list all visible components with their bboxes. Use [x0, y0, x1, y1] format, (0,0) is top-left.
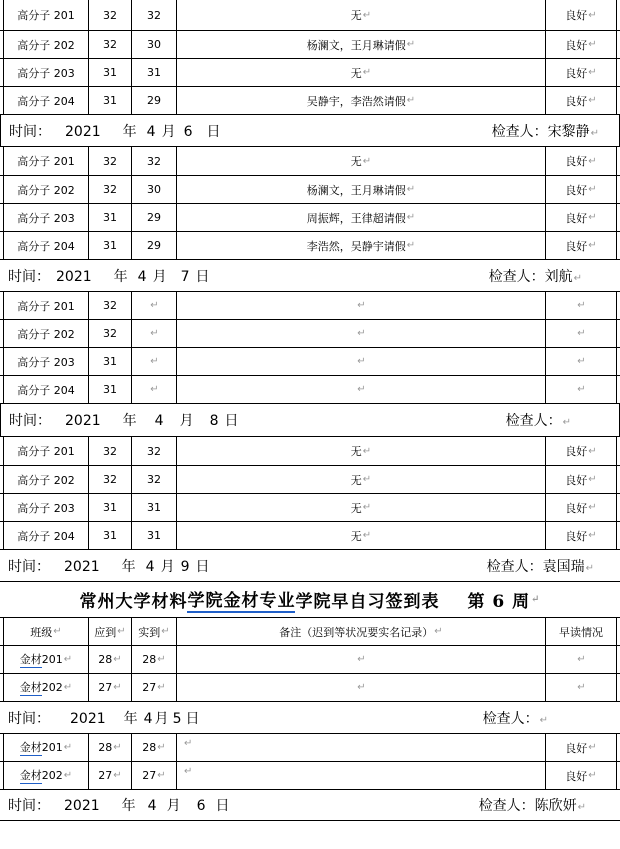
- due-cell: 28 ↵: [88, 734, 131, 761]
- note-cell: 无 ↵: [176, 437, 545, 465]
- present-cell: ↵: [131, 348, 176, 375]
- class-cell: 高分子 201: [3, 437, 88, 465]
- present-cell: 28 ↵: [131, 734, 176, 761]
- note-cell: 杨澜文，王月琳请假 ↵: [176, 176, 545, 203]
- eval-cell: 良好 ↵: [545, 204, 617, 231]
- class-cell: 高分子 202: [3, 176, 88, 203]
- time-bar: [0, 789, 620, 821]
- eval-cell: 良好 ↵: [545, 176, 617, 203]
- note-cell: 周振辉，王律超请假 ↵: [176, 204, 545, 231]
- time-bar: [0, 701, 620, 733]
- date-line: 时间： 2021 年 4 月 7 日: [8, 268, 210, 285]
- eval-cell: 良好 ↵: [545, 522, 617, 549]
- table-row: [0, 437, 620, 465]
- time-bar: [0, 403, 620, 437]
- date-line: 时间： 2021 年 4 月 5 日: [8, 710, 200, 727]
- note-cell: ↵: [176, 734, 545, 761]
- class-cell: 高分子 202: [3, 466, 88, 493]
- class-cell: 高分子 203: [3, 348, 88, 375]
- note-cell: ↵: [176, 762, 545, 789]
- due-cell: 32: [88, 466, 131, 493]
- present-cell: 27 ↵: [131, 762, 176, 789]
- present-cell: 29: [131, 204, 176, 231]
- inspector-line: 检查人：刘航↵: [488, 268, 582, 285]
- due-cell: 28 ↵: [88, 646, 131, 673]
- present-cell: 27 ↵: [131, 674, 176, 701]
- due-cell: 31: [88, 348, 131, 375]
- present-cell: 31: [131, 59, 176, 86]
- present-cell: 29: [131, 232, 176, 259]
- date-line: 时间： 2021 年 4 月 9 日: [8, 558, 210, 575]
- eval-cell: ↵: [545, 348, 617, 375]
- note-cell: 吴静宇，李浩然请假 ↵: [176, 87, 545, 114]
- due-cell: 31: [88, 376, 131, 403]
- present-cell: 32: [131, 147, 176, 175]
- eval-cell: 良好 ↵: [545, 232, 617, 259]
- class-cell: 高分子 203: [3, 494, 88, 521]
- eval-cell: 良好 ↵: [545, 87, 617, 114]
- header-eval: 早读情况: [545, 618, 617, 645]
- inspector-line: 检查人：↵: [482, 710, 548, 727]
- note-cell: ↵: [176, 646, 545, 673]
- due-cell: 32: [88, 176, 131, 203]
- class-cell: 金材 202 ↵: [3, 674, 88, 701]
- note-cell: 无 ↵: [176, 59, 545, 86]
- table-row: [0, 231, 620, 259]
- present-cell: 32: [131, 466, 176, 493]
- due-cell: 31: [88, 494, 131, 521]
- eval-cell: 良好 ↵: [545, 494, 617, 521]
- due-cell: 27 ↵: [88, 762, 131, 789]
- note-cell: 李浩然，吴静宇请假 ↵: [176, 232, 545, 259]
- header-class: 班级 ↵: [3, 618, 88, 645]
- class-cell: 高分子 204: [3, 87, 88, 114]
- table-row: [0, 493, 620, 521]
- eval-cell: 良好 ↵: [545, 31, 617, 58]
- date-line: 时间： 2021 年 4 月 6 日: [8, 798, 230, 814]
- class-cell: 高分子 202: [3, 320, 88, 347]
- present-cell: 32: [131, 437, 176, 465]
- eval-cell: ↵: [545, 646, 617, 673]
- present-cell: 28 ↵: [131, 646, 176, 673]
- inspector-line: 检查人：↵: [505, 413, 571, 429]
- eval-cell: 良好 ↵: [545, 466, 617, 493]
- due-cell: 31: [88, 59, 131, 86]
- eval-cell: ↵: [545, 674, 617, 701]
- table-row: [0, 147, 620, 175]
- table-row: [0, 347, 620, 375]
- page-title: 常州大学材料 学院金材专业 学院早自习签到表 第 6 周 ↵: [0, 581, 620, 617]
- table-header-row: [0, 617, 620, 645]
- table-row: [0, 319, 620, 347]
- note-cell: 无 ↵: [176, 0, 545, 30]
- class-cell: 高分子 201: [3, 0, 88, 30]
- class-cell: 金材 202 ↵: [3, 762, 88, 789]
- present-cell: ↵: [131, 292, 176, 319]
- header-note: 备注（迟到等状况要实名记录） ↵: [176, 618, 545, 645]
- class-cell: 高分子 204: [3, 376, 88, 403]
- table-row: [0, 521, 620, 549]
- table-row: [0, 375, 620, 403]
- class-cell: 金材 201 ↵: [3, 646, 88, 673]
- eval-cell: ↵: [545, 292, 617, 319]
- table-row: [0, 58, 620, 86]
- inspector-line: 检查人：陈欣妍↵: [478, 798, 586, 814]
- present-cell: 31: [131, 494, 176, 521]
- class-cell: 高分子 204: [3, 522, 88, 549]
- header-present: 实到 ↵: [131, 618, 176, 645]
- due-cell: 31: [88, 87, 131, 114]
- eval-cell: 良好 ↵: [545, 0, 617, 30]
- table-row: [0, 733, 620, 761]
- class-cell: 高分子 201: [3, 292, 88, 319]
- eval-cell: 良好 ↵: [545, 147, 617, 175]
- inspector-line: 检查人：宋黎静↵: [491, 123, 599, 140]
- class-cell: 高分子 201: [3, 147, 88, 175]
- date-line: 时间： 2021 年 4 月 6 日: [9, 123, 221, 140]
- present-cell: 31: [131, 522, 176, 549]
- class-cell: 高分子 203: [3, 204, 88, 231]
- note-cell: 杨澜文，王月琳请假 ↵: [176, 31, 545, 58]
- time-bar: [0, 549, 620, 581]
- inspector-line: 检查人：袁国瑞↵: [486, 558, 594, 575]
- note-cell: ↵: [176, 320, 545, 347]
- due-cell: 27 ↵: [88, 674, 131, 701]
- table-row: [0, 0, 620, 30]
- note-cell: 无 ↵: [176, 466, 545, 493]
- present-cell: ↵: [131, 320, 176, 347]
- class-cell: 高分子 202: [3, 31, 88, 58]
- present-cell: 32: [131, 0, 176, 30]
- due-cell: 32: [88, 320, 131, 347]
- note-cell: 无 ↵: [176, 494, 545, 521]
- class-cell: 高分子 204: [3, 232, 88, 259]
- eval-cell: 良好 ↵: [545, 59, 617, 86]
- due-cell: 32: [88, 292, 131, 319]
- note-cell: 无 ↵: [176, 147, 545, 175]
- class-cell: 金材 201 ↵: [3, 734, 88, 761]
- present-cell: 30: [131, 176, 176, 203]
- table-row: [0, 175, 620, 203]
- time-bar: [0, 259, 620, 291]
- table-row: [0, 203, 620, 231]
- eval-cell: 良好 ↵: [545, 762, 617, 789]
- table-row: [0, 673, 620, 701]
- table-row: [0, 30, 620, 58]
- table-row: [0, 465, 620, 493]
- note-cell: 无 ↵: [176, 522, 545, 549]
- due-cell: 32: [88, 147, 131, 175]
- due-cell: 31: [88, 232, 131, 259]
- eval-cell: ↵: [545, 320, 617, 347]
- date-line: 时间： 2021 年 4 月 8 日: [9, 413, 239, 429]
- due-cell: 31: [88, 204, 131, 231]
- table-row: [0, 86, 620, 114]
- eval-cell: 良好 ↵: [545, 734, 617, 761]
- note-cell: ↵: [176, 674, 545, 701]
- due-cell: 32: [88, 31, 131, 58]
- note-cell: ↵: [176, 348, 545, 375]
- present-cell: ↵: [131, 376, 176, 403]
- table-row: [0, 761, 620, 789]
- present-cell: 30: [131, 31, 176, 58]
- due-cell: 32: [88, 0, 131, 30]
- class-cell: 高分子 203: [3, 59, 88, 86]
- table-row: [0, 291, 620, 319]
- table-row: [0, 645, 620, 673]
- header-due: 应到 ↵: [88, 618, 131, 645]
- due-cell: 32: [88, 437, 131, 465]
- note-cell: ↵: [176, 376, 545, 403]
- eval-cell: 良好 ↵: [545, 437, 617, 465]
- present-cell: 29: [131, 87, 176, 114]
- note-cell: ↵: [176, 292, 545, 319]
- due-cell: 31: [88, 522, 131, 549]
- time-bar: [0, 114, 620, 147]
- eval-cell: ↵: [545, 376, 617, 403]
